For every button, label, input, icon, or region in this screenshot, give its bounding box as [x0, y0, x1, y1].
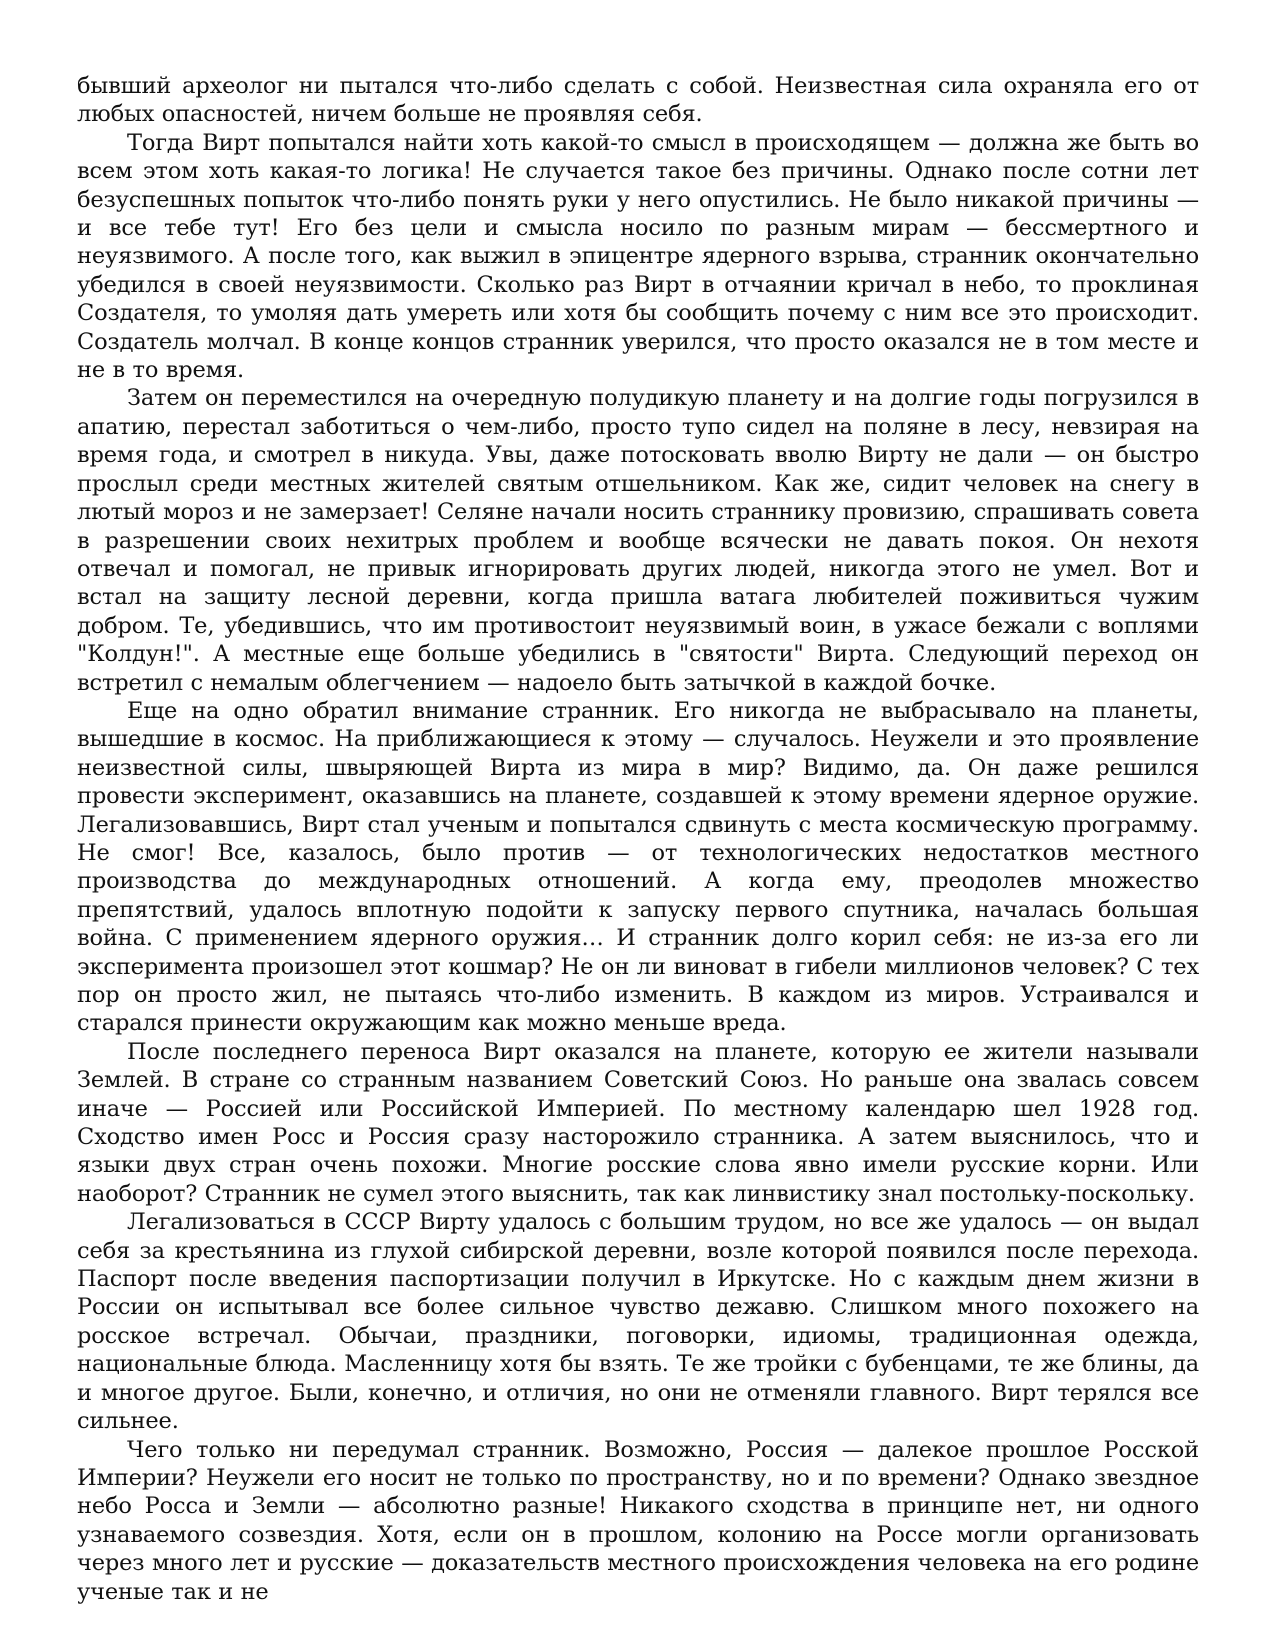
paragraph-continued: бывший археолог ни пытался что-либо сделать с собой. Неизвестная сила охраняла его от любых опасностей, ничем больше не проявляя себя. [77, 73, 1199, 128]
paragraph: Еще на одно обратил внимание странник. Его никогда не выбрасывало на планеты, вышедшие в космос. На приближающиеся к этому — случалось. Неужели и это проявление неизвестной силы, швыряющей Вирта из мира в мир? Видимо, да. Он даже решился провести эксперимент, оказавшись на планете, создавшей к этому времени ядерное оружие. Легализовавшись, Вирт стал ученым и попытался сдвинуть с места космическую программу. Не смог! Все, казалось, было против — от технологических недостатков местного производства до международных отношений. А когда ему, преодолев множество препятствий, удалось вплотную подойти к запуску первого спутника, началась большая война. С применением ядерного оружия… И странник долго корил себя: не из-за его ли эксперимента произошел этот кошмар? Не он ли виноват в гибели миллионов человек? С тех пор он просто жил, не пытаясь что-либо изменить. В каждом из миров. Устраивался и старался принести окружающим как можно меньше вреда. [77, 697, 1199, 1037]
paragraph: Затем он переместился на очередную полудикую планету и на долгие годы погрузился в апатию, перестал заботиться о чем-либо, просто тупо сидел на поляне в лесу, невзирая на время года, и смотрел в никуда. Увы, даже потосковать вволю Вирту не дали — он быстро прослыл среди местных жителей святым отшельником. Как же, сидит человек на снегу в лютый мороз и не замерзает! Селяне начали носить страннику провизию, спрашивать совета в разрешении своих нехитрых проблем и вообще всячески не давать покоя. Он нехотя отвечал и помогал, не привык игнорировать других людей, никогда этого не умел. Вот и встал на защиту лесной деревни, когда пришла ватага любителей поживиться чужим добром. Те, убедившись, что им противостоит неуязвимый воин, в ужасе бежали с воплями "Колдун!". А местные еще больше убедились в "святости" Вирта. Следующий переход он встретил с немалым облегчением — надоело быть затычкой в каждой бочке. [77, 385, 1199, 696]
paragraph: Тогда Вирт попытался найти хоть какой-то смысл в происходящем — должна же быть во всем этом хоть какая-то логика! Не случается такое без причины. Однако после сотни лет безуспешных попыток что-либо понять руки у него опустились. Не было никакой причины — и все тебе тут! Его без цели и смысла носило по разным мирам — бессмертного и неуязвимого. А после того, как выжил в эпицентре ядерного взрыва, странник окончательно убедился в своей неуязвимости. Сколько раз Вирт в отчаянии кричал в небо, то проклиная Создателя, то умоляя дать умереть или хотя бы сообщить почему с ним все это происходит. Создатель молчал. В конце концов странник уверился, что просто оказался не в том месте и не в то время. [77, 129, 1199, 384]
paragraph: После последнего переноса Вирт оказался на планете, которую ее жители называли Землей. В стране со странным названием Советский Союз. Но раньше она звалась совсем иначе — Россией или Российской Империей. По местному календарю шел 1928 год. Сходство имен Росс и Россия сразу насторожило странника. А затем выяснилось, что и языки двух стран очень похожи. Многие росские слова явно имели русские корни. Или наоборот? Странник не сумел этого выяснить, так как линвистику знал постольку-поскольку. [77, 1038, 1199, 1207]
paragraph: Легализоваться в СССР Вирту удалось с большим трудом, но все же удалось — он выдал себя за крестьянина из глухой сибирской деревни, возле которой появился после перехода. Паспорт после введения паспортизации получил в Иркутске. Но с каждым днем жизни в России он испытывал все более сильное чувство дежавю. Слишком много похожего на росское встречал. Обычаи, праздники, поговорки, идиомы, традиционная одежда, национальные блюда. Масленницу хотя бы взять. Те же тройки с бубенцами, те же блины, да и многое другое. Были, конечно, и отличия, но они не отменяли главного. Вирт терялся все сильнее. [77, 1209, 1199, 1435]
document-page [77, 72, 1199, 1606]
paragraph: Чего только ни передумал странник. Возможно, Россия — далекое прошлое Росской Империи? Неужели его носит не только по пространству, но и по времени? Однако звездное небо Росса и Земли — абсолютно разные! Никакого сходства в принципе нет, ни одного узнаваемого созвездия. Хотя, если он в прошлом, колонию на Россе могли организовать через много лет и русские — доказательств местного происхождения человека на его родине ученые так и не [77, 1436, 1199, 1605]
